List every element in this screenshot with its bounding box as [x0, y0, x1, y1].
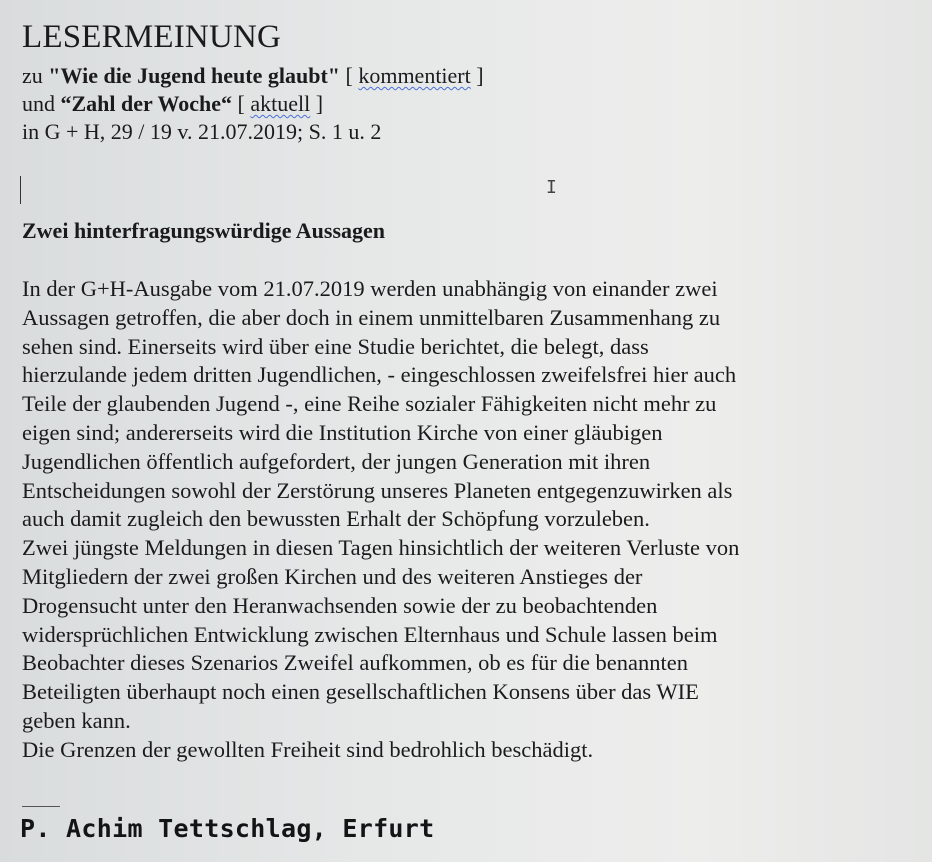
body-line: Beteiligten überhaupt noch einen gesellschaftlichen Konsens über das WIE [22, 679, 699, 705]
letter-heading: Zwei hinterfragungswürdige Aussagen [22, 218, 386, 243]
reference-line-2 [22, 90, 484, 118]
body-line: eigen sind; andererseits wird die Institution Kirche von einer gläubigen [22, 419, 663, 445]
body-line: geben kann. [22, 707, 131, 733]
bracket-close-1: ] [470, 63, 484, 88]
author-signature: P. Achim Tettschlag, Erfurt [20, 814, 435, 843]
body-line: hierzulande jedem dritten Jugendlichen, - eingeschlossen zweifelsfrei hier auch [22, 362, 737, 388]
body-line: sehen sind. Einerseits wird über eine Studie berichtet, die belegt, dass [22, 333, 649, 359]
reference-line-1 [22, 62, 484, 90]
body-line: Beobachter dieses Szenarios Zweifel aufkommen, ob es für die benannten [22, 650, 689, 676]
reference-column-title: “Zahl der Woche“ [60, 91, 233, 116]
reference-prefix-2: und [22, 91, 61, 116]
reference-issue-line: in G + H, 29 / 19 v. 21.07.2019; S. 1 u. 2 [22, 119, 382, 144]
body-line: In der G+H-Ausgabe vom 21.07.2019 werden unabhängig von einander zwei [22, 276, 718, 301]
tag-kommentiert: kommentiert [358, 63, 471, 88]
bracket-close-2: ] [310, 91, 324, 116]
reference-article-title: "Wie die Jugend heute glaubt" [48, 63, 340, 88]
document-title: LESERMEINUNG [22, 19, 282, 55]
body-line: auch damit zugleich den bewussten Erhalt der Schöpfung vorzuleben. [22, 506, 650, 532]
body-line: Aussagen getroffen, die aber doch in einem unmittelbaren Zusammenhang zu [22, 304, 721, 330]
bracket-open-2: [ [232, 91, 251, 116]
tag-aktuell: aktuell [250, 91, 311, 116]
body-line: Teile der glaubenden Jugend -, eine Reihe sozialer Fähigkeiten nicht mehr zu [22, 391, 717, 417]
body-line: Entscheidungen sowohl der Zerstörung unseres Planeten entgegenzuwirken als [22, 477, 733, 503]
reference-prefix-1: zu [22, 63, 49, 88]
text-caret [20, 176, 21, 204]
body-line: Drogensucht unter den Heranwachsenden sowie der zu beobachtenden [22, 592, 658, 618]
body-line: Jugendlichen öffentlich aufgefordert, der jungen Generation mit ihren [22, 448, 651, 474]
ibeam-cursor-icon: I [546, 177, 557, 198]
article-reference [22, 62, 484, 146]
body-line: Zwei jüngste Meldungen in diesen Tagen hinsichtlich der weiteren Verluste von [22, 535, 740, 561]
body-line: widersprüchlichen Entwicklung zwischen Elternhaus und Schule lassen beim [22, 621, 718, 647]
body-line: Mitgliedern der zwei großen Kirchen und des weiteren Anstieges der [22, 563, 643, 589]
bracket-open-1: [ [340, 63, 359, 88]
body-line: Die Grenzen der gewollten Freiheit sind bedrohlich beschädigt. [22, 736, 594, 762]
signature-divider [22, 806, 60, 807]
letter-body[interactable] [22, 275, 922, 765]
